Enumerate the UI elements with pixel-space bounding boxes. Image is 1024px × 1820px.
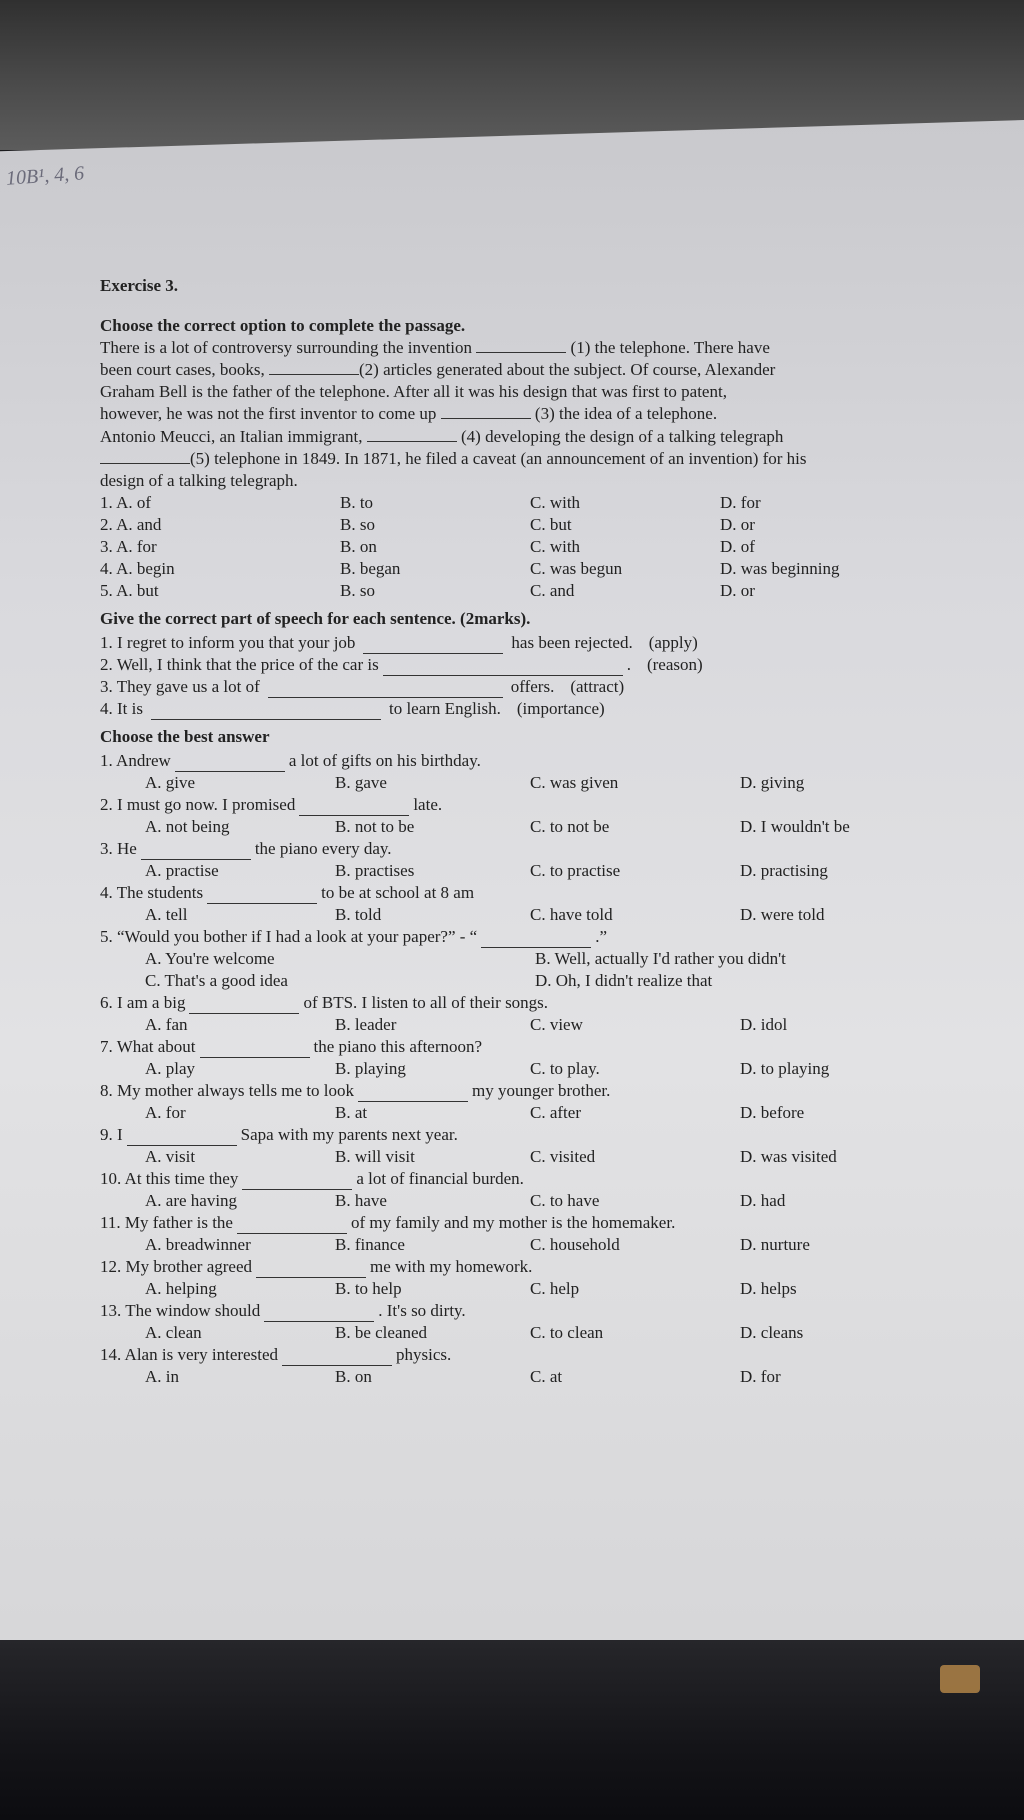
option-c[interactable]: C. at xyxy=(530,1366,563,1386)
passage-line xyxy=(100,359,980,381)
passage-text: Antonio Meucci, an Italian immigrant, xyxy=(100,426,363,446)
question-text: 12. My brother agreed xyxy=(100,1256,253,1276)
option-a[interactable]: A. You're welcome xyxy=(145,948,275,968)
option-a[interactable]: A. fan xyxy=(145,1014,188,1034)
question-stem xyxy=(100,1212,980,1234)
option-a[interactable]: A. for xyxy=(116,536,157,556)
option-c[interactable]: C. household xyxy=(530,1234,620,1254)
question-text: 3. He xyxy=(100,838,137,858)
answer-options xyxy=(100,1278,980,1300)
question-text: to be at school at 8 am xyxy=(321,882,475,902)
answer-options xyxy=(100,1058,980,1080)
option-b[interactable]: B. have xyxy=(335,1190,387,1210)
answer-options xyxy=(100,1102,980,1124)
answer-options xyxy=(100,948,980,970)
option-a[interactable]: A. begin xyxy=(116,558,175,578)
word-form-item: 1. I regret to inform you that your job has been rejected. (apply) xyxy=(100,632,980,654)
background-bottom xyxy=(0,1640,1024,1820)
question-stem xyxy=(100,882,980,904)
question-text: 8. My mother always tells me to look xyxy=(100,1080,355,1100)
option-a[interactable]: A. visit xyxy=(145,1146,196,1166)
option-a[interactable]: A. breadwinner xyxy=(145,1234,251,1254)
answer-options xyxy=(100,772,980,794)
answer-blank[interactable] xyxy=(189,999,299,1014)
question-text: of BTS. I listen to all of their songs. xyxy=(303,992,549,1012)
option-c[interactable]: C. to have xyxy=(530,1190,600,1210)
option-b[interactable]: B. on xyxy=(335,1366,372,1386)
passage-text: Graham Bell is the father of the telephone. After all it was his design that was first to patent, xyxy=(100,382,727,402)
option-d[interactable]: D. idol xyxy=(740,1014,788,1034)
option-c[interactable]: C. with xyxy=(530,536,581,556)
option-c[interactable]: C. to practise xyxy=(530,860,621,880)
question-stem xyxy=(100,750,980,772)
word-form-item: 4. It is to learn English. (importance) xyxy=(100,698,980,720)
question-text: 7. What about xyxy=(100,1036,196,1056)
option-c[interactable]: C. help xyxy=(530,1278,580,1298)
answer-blank[interactable] xyxy=(282,1351,392,1366)
option-c[interactable]: C. with xyxy=(530,492,581,512)
question-stem xyxy=(100,1168,980,1190)
option-c[interactable]: C. but xyxy=(530,514,572,534)
answer-options xyxy=(100,1146,980,1168)
option-d[interactable]: D. was visited xyxy=(740,1146,837,1166)
passage-line xyxy=(100,470,980,492)
answer-options xyxy=(100,1322,980,1344)
option-row: 1. A. of B. to C. with D. for xyxy=(100,492,980,514)
question-stem xyxy=(100,838,980,860)
question-text: 13. The window should xyxy=(100,1300,261,1320)
answer-blank[interactable] xyxy=(264,1307,374,1322)
section3-heading: Choose the best answer xyxy=(100,726,270,746)
option-c[interactable]: C. was begun xyxy=(530,558,623,578)
option-c[interactable]: C. have told xyxy=(530,904,613,924)
option-b[interactable]: B. leader xyxy=(335,1014,397,1034)
worksheet-content xyxy=(100,275,980,1388)
option-c[interactable]: C. to not be xyxy=(530,816,610,836)
option-d[interactable]: D. for xyxy=(720,492,761,512)
passage-text: (2) articles generated about the subject. Of course, Alexander xyxy=(359,360,776,380)
answer-blank[interactable] xyxy=(383,663,623,676)
option-d[interactable]: D. Oh, I didn't realize that xyxy=(535,970,713,990)
option-c[interactable]: C. visited xyxy=(530,1146,596,1166)
option-b[interactable]: B. on xyxy=(340,536,377,556)
passage-text: (4) developing the design of a talking telegraph xyxy=(461,426,784,446)
option-d[interactable]: D. practising xyxy=(740,860,828,880)
answer-blank[interactable] xyxy=(299,801,409,816)
option-b[interactable]: B. at xyxy=(335,1102,368,1122)
question-stem xyxy=(100,1036,980,1058)
answer-options xyxy=(100,1014,980,1036)
option-d[interactable]: D. or xyxy=(720,580,755,600)
question-text: a lot of gifts on his birthday. xyxy=(288,750,481,770)
question-text: a lot of financial burden. xyxy=(356,1168,524,1188)
option-b[interactable]: B. told xyxy=(335,904,382,924)
multiple-choice-list xyxy=(100,750,980,1388)
option-d[interactable]: D. for xyxy=(740,1366,781,1386)
word-hint: (apply) xyxy=(648,632,698,652)
option-a[interactable]: A. clean xyxy=(145,1322,202,1342)
option-c[interactable]: C. view xyxy=(530,1014,583,1034)
answer-blank[interactable] xyxy=(367,429,457,442)
passage-line xyxy=(100,448,980,470)
question-text: 10. At this time they xyxy=(100,1168,239,1188)
option-c[interactable]: C. and xyxy=(530,580,575,600)
question-stem xyxy=(100,1124,980,1146)
option-d[interactable]: D. helps xyxy=(740,1278,797,1298)
word-hint: (importance) xyxy=(516,698,605,718)
option-c[interactable]: C. after xyxy=(530,1102,581,1122)
answer-options xyxy=(100,816,980,838)
option-b[interactable]: B. playing xyxy=(335,1058,406,1078)
option-b[interactable]: B. to xyxy=(340,492,374,512)
option-b[interactable]: B. not to be xyxy=(335,816,415,836)
option-a[interactable]: A. in xyxy=(145,1366,179,1386)
option-d[interactable]: D. cleans xyxy=(740,1322,804,1342)
question-text: the piano this afternoon? xyxy=(313,1036,483,1056)
question-text: late. xyxy=(413,794,443,814)
option-b[interactable]: B. so xyxy=(340,514,375,534)
option-c[interactable]: C. to clean xyxy=(530,1322,604,1342)
word-form-item: 2. Well, I think that the price of the car is . (reason) xyxy=(100,654,980,676)
option-d[interactable]: D. or xyxy=(720,514,755,534)
question-text: 9. I xyxy=(100,1124,123,1144)
answer-blank[interactable] xyxy=(358,1087,468,1102)
passage-text: (1) the telephone. There have xyxy=(570,338,770,358)
answer-blank[interactable] xyxy=(175,757,285,772)
question-stem xyxy=(100,1080,980,1102)
question-text: of my family and my mother is the homemaker. xyxy=(350,1212,676,1232)
answer-blank[interactable] xyxy=(100,451,190,464)
answer-blank[interactable] xyxy=(268,685,503,698)
question-stem xyxy=(100,992,980,1014)
passage-line xyxy=(100,381,980,403)
option-b[interactable]: B. will visit xyxy=(335,1146,415,1166)
passage-options xyxy=(100,492,980,602)
question-text: the piano every day. xyxy=(254,838,392,858)
option-d[interactable]: D. had xyxy=(740,1190,786,1210)
option-d[interactable]: D. I wouldn't be xyxy=(740,816,850,836)
answer-blank[interactable] xyxy=(237,1219,347,1234)
question-stem xyxy=(100,1344,980,1366)
question-text: 1. Andrew xyxy=(100,750,171,770)
answer-blank[interactable] xyxy=(200,1043,310,1058)
answer-blank[interactable] xyxy=(256,1263,366,1278)
answer-blank[interactable] xyxy=(141,845,251,860)
question-text: . It's so dirty. xyxy=(378,1300,466,1320)
answer-blank[interactable] xyxy=(207,889,317,904)
option-a[interactable]: A. for xyxy=(145,1102,186,1122)
question-text: 5. “Would you bother if I had a look at your paper?” - “ xyxy=(100,926,478,946)
question-stem xyxy=(100,1256,980,1278)
handwritten-note: 10B¹, 4, 6 xyxy=(5,162,85,190)
section1-heading: Choose the correct option to complete the passage. xyxy=(100,316,466,336)
question-text: 11. My father is the xyxy=(100,1212,233,1232)
question-stem xyxy=(100,1300,980,1322)
option-b[interactable]: B. began xyxy=(340,558,401,578)
option-d[interactable]: D. to playing xyxy=(740,1058,830,1078)
answer-options xyxy=(100,1190,980,1212)
option-d[interactable]: D. were told xyxy=(740,904,825,924)
question-text: .” xyxy=(595,926,608,946)
option-c[interactable]: C. That's a good idea xyxy=(145,970,288,990)
table-object xyxy=(940,1665,980,1693)
option-d[interactable]: D. giving xyxy=(740,772,805,792)
option-a[interactable]: A. practise xyxy=(145,860,219,880)
option-d[interactable]: D. was beginning xyxy=(720,558,840,578)
question-text: 2. I must go now. I promised xyxy=(100,794,296,814)
exercise-title: Exercise 3. xyxy=(100,276,179,295)
word-hint: (attract) xyxy=(570,676,625,696)
option-c[interactable]: C. to play. xyxy=(530,1058,600,1078)
option-row: 2. A. and B. so C. but D. or xyxy=(100,514,980,536)
question-stem xyxy=(100,794,980,816)
answer-blank[interactable] xyxy=(151,707,381,720)
option-a[interactable]: A. give xyxy=(145,772,196,792)
option-b[interactable]: B. so xyxy=(340,580,375,600)
passage-text: however, he was not the first inventor to come up xyxy=(100,404,437,424)
option-a[interactable]: A. and xyxy=(116,514,162,534)
option-b[interactable]: B. gave xyxy=(335,772,387,792)
answer-blank[interactable] xyxy=(481,933,591,948)
question-text: me with my homework. xyxy=(370,1256,533,1276)
passage-text: (5) telephone in 1849. In 1871, he filed a caveat (an announcement of an invention) for his xyxy=(190,448,807,468)
passage-line xyxy=(100,403,980,425)
question-text: my younger brother. xyxy=(472,1080,611,1100)
passage xyxy=(100,337,980,492)
option-a[interactable]: A. helping xyxy=(145,1278,217,1298)
answer-options xyxy=(100,1366,980,1388)
option-a[interactable]: A. play xyxy=(145,1058,196,1078)
word-form-list xyxy=(100,632,980,720)
option-row: 4. A. begin B. began C. was begun D. was beginning xyxy=(100,558,980,580)
answer-options xyxy=(100,860,980,882)
question-stem xyxy=(100,926,980,948)
answer-blank[interactable] xyxy=(269,362,359,375)
question-text: Sapa with my parents next year. xyxy=(240,1124,458,1144)
question-text: 14. Alan is very interested xyxy=(100,1344,278,1364)
passage-text: There is a lot of controversy surrounding the invention xyxy=(100,338,473,358)
option-d[interactable]: D. before xyxy=(740,1102,805,1122)
word-form-item: 3. They gave us a lot of offers. (attract) xyxy=(100,676,980,698)
option-row: 5. A. but B. so C. and D. or xyxy=(100,580,980,602)
option-b[interactable]: B. to help xyxy=(335,1278,402,1298)
option-a[interactable]: A. are having xyxy=(145,1190,238,1210)
passage-text: (3) the idea of a telephone. xyxy=(534,404,718,424)
passage-line xyxy=(100,426,980,448)
option-a[interactable]: A. of xyxy=(116,492,152,512)
option-a[interactable]: A. but xyxy=(116,580,159,600)
option-c[interactable]: C. was given xyxy=(530,772,619,792)
word-hint: (reason) xyxy=(646,654,703,674)
option-d[interactable]: D. nurture xyxy=(740,1234,810,1254)
passage-text: been court cases, books, xyxy=(100,360,265,380)
question-text: physics. xyxy=(396,1344,452,1364)
answer-options xyxy=(100,1234,980,1256)
answer-blank[interactable] xyxy=(441,406,531,419)
question-text: 6. I am a big xyxy=(100,992,186,1012)
option-a[interactable]: A. not being xyxy=(145,816,230,836)
question-text: 4. The students xyxy=(100,882,204,902)
passage-line xyxy=(100,337,980,359)
option-d[interactable]: D. of xyxy=(720,536,755,556)
answer-blank[interactable] xyxy=(476,340,566,353)
answer-blank[interactable] xyxy=(127,1131,237,1146)
answer-blank[interactable] xyxy=(242,1175,352,1190)
option-b[interactable]: B. Well, actually I'd rather you didn't xyxy=(535,948,786,968)
passage-text: design of a talking telegraph. xyxy=(100,470,298,490)
answer-options xyxy=(100,904,980,926)
option-b[interactable]: B. practises xyxy=(335,860,415,880)
option-a[interactable]: A. tell xyxy=(145,904,188,924)
section2-heading: Give the correct part of speech for each sentence. (2marks). xyxy=(100,608,531,628)
option-b[interactable]: B. finance xyxy=(335,1234,405,1254)
answer-options xyxy=(100,970,980,992)
option-row: 3. A. for B. on C. with D. of xyxy=(100,536,980,558)
answer-blank[interactable] xyxy=(363,641,503,654)
option-b[interactable]: B. be cleaned xyxy=(335,1322,428,1342)
